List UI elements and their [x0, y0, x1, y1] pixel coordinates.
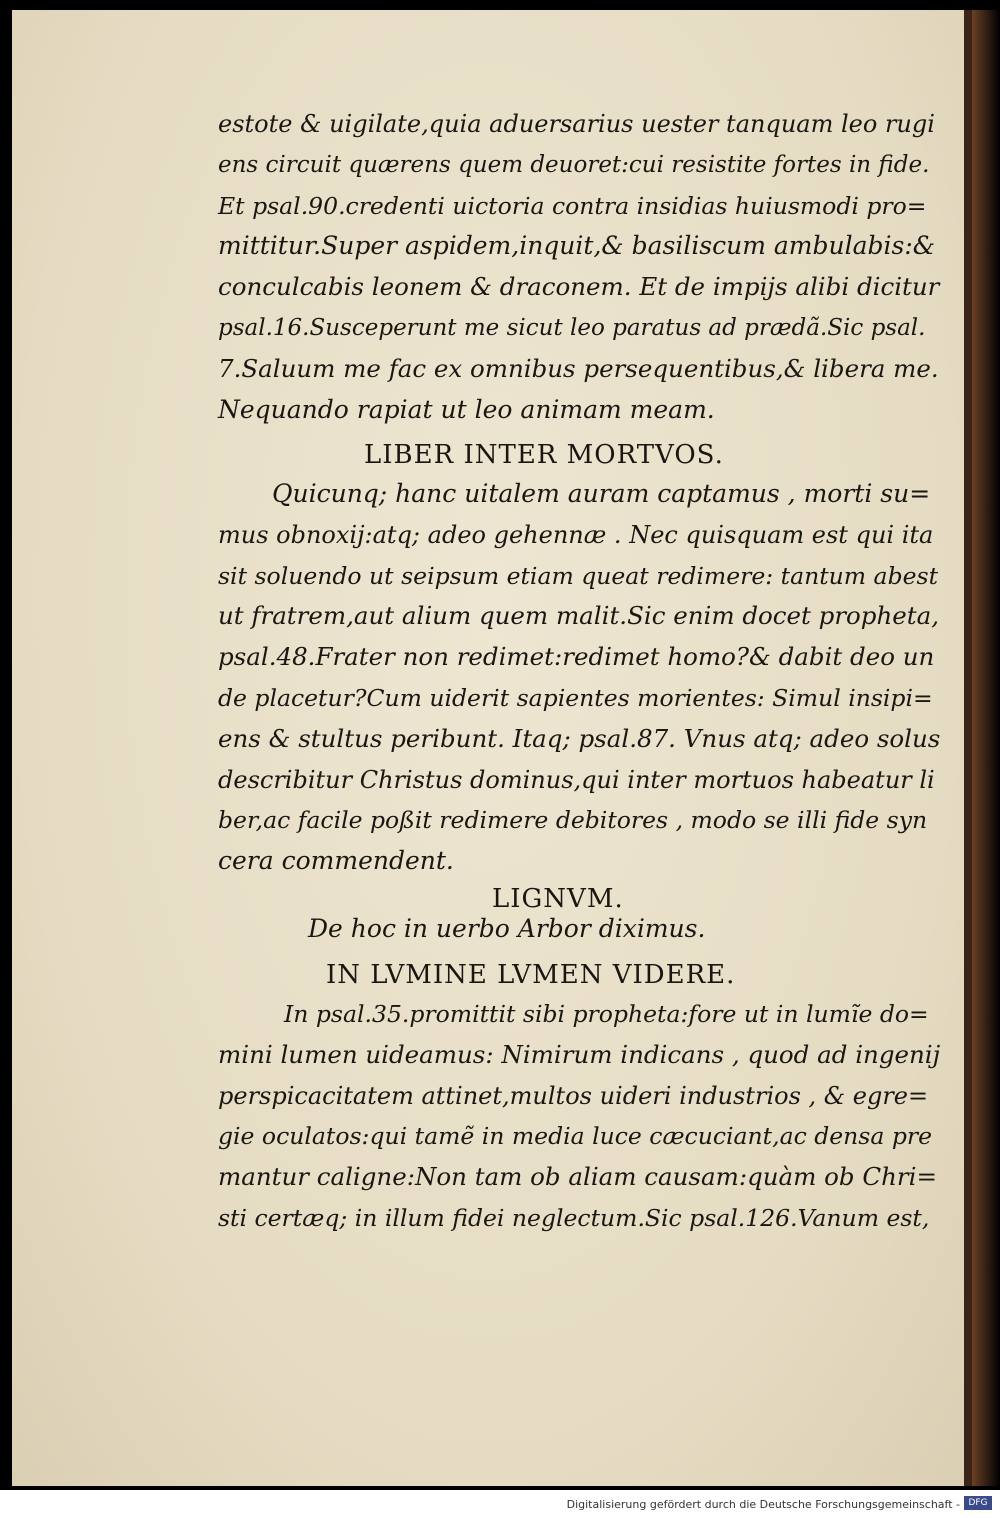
text-line: perspicacitatem attinet,multos uideri industrios , & egre= [218, 1081, 929, 1110]
book-spine-edge [972, 10, 1000, 1486]
text-line: Et psal.90.credenti uictoria contra insidias huiusmodi pro= [218, 191, 927, 220]
text-line: ens circuit quærens quem deuoret:cui resistite fortes in fide. [218, 151, 930, 178]
text-line: ut fratrem,aut alium quem malit.Sic enim docet propheta, [218, 601, 939, 631]
text-line: ens & stultus peribunt. Itaq; psal.87. Vnus atq; adeo solus [218, 723, 941, 753]
text-line: mus obnoxij:atq; adeo gehennæ . Nec quisquam est qui ita [218, 520, 934, 549]
text-line: mittitur.Super aspidem,inquit,& basiliscum ambulabis:& [218, 231, 936, 261]
section-heading-lignum: LIGNVM. [492, 884, 624, 914]
section-heading-in-lumine: IN LVMINE LVMEN VIDERE. [326, 960, 736, 990]
section-heading-liber-inter-mortuos: LIBER INTER MORTVOS. [364, 440, 724, 470]
text-block-3 [218, 994, 941, 1239]
text-line: cera commendent. [218, 846, 454, 876]
text-line: sit soluendo ut seipsum etiam queat redimere: tantum abest [218, 561, 939, 590]
text-line: In psal.35.promittit sibi propheta:fore ut in lumĩe do= [284, 1000, 929, 1028]
text-block-1 [218, 104, 938, 430]
text-line: Quicunq; hanc uitalem auram captamus , morti su= [272, 479, 931, 508]
text-line: conculcabis leonem & draconem. Et de impijs alibi dicitur [218, 272, 940, 302]
text-line: gie oculatos:qui tamẽ in media luce cæcuciant,ac densa pre [218, 1122, 933, 1151]
text-line: 7.Saluum me fac ex omnibus persequentibus,& libera me. [218, 353, 939, 383]
dfg-logo[interactable]: DFG [964, 1496, 992, 1510]
text-line: describitur Christus dominus,qui inter mortuos habeatur li [218, 765, 935, 794]
text-line: psal.16.Susceperunt me sicut leo paratus ad prædã.Sic psal. [218, 314, 926, 341]
text-line: Nequando rapiat ut leo animam meam. [218, 394, 715, 424]
text-line: mini lumen uideamus: Nimirum indicans , quod ad ingenij [218, 1039, 941, 1069]
text-block-2 [218, 474, 941, 882]
digitization-footer [0, 1490, 1000, 1518]
text-line: de placetur?Cum uiderit sapientes morientes: Simul insipi= [218, 683, 933, 712]
footer-credit: Digitalisierung gefördert durch die Deutsche Forschungsgemeinschaft - [566, 1498, 960, 1511]
text-line: ber,ac facile poßit redimere debitores , modo se illi fide syn [218, 806, 928, 835]
text-line: estote & uigilate,quia aduersarius uester tanquam leo rugi [218, 110, 935, 138]
text-line: mantur caligne:Non tam ob aliam causam:quàm ob Chri= [218, 1162, 937, 1192]
subheading-lignum: De hoc in uerbo Arbor diximus. [308, 914, 706, 943]
text-line: psal.48.Frater non redimet:redimet homo?& dabit deo un [218, 642, 935, 672]
text-line: sti certæq; in illum fidei neglectum.Sic psal.126.Vanum est, [218, 1203, 930, 1232]
